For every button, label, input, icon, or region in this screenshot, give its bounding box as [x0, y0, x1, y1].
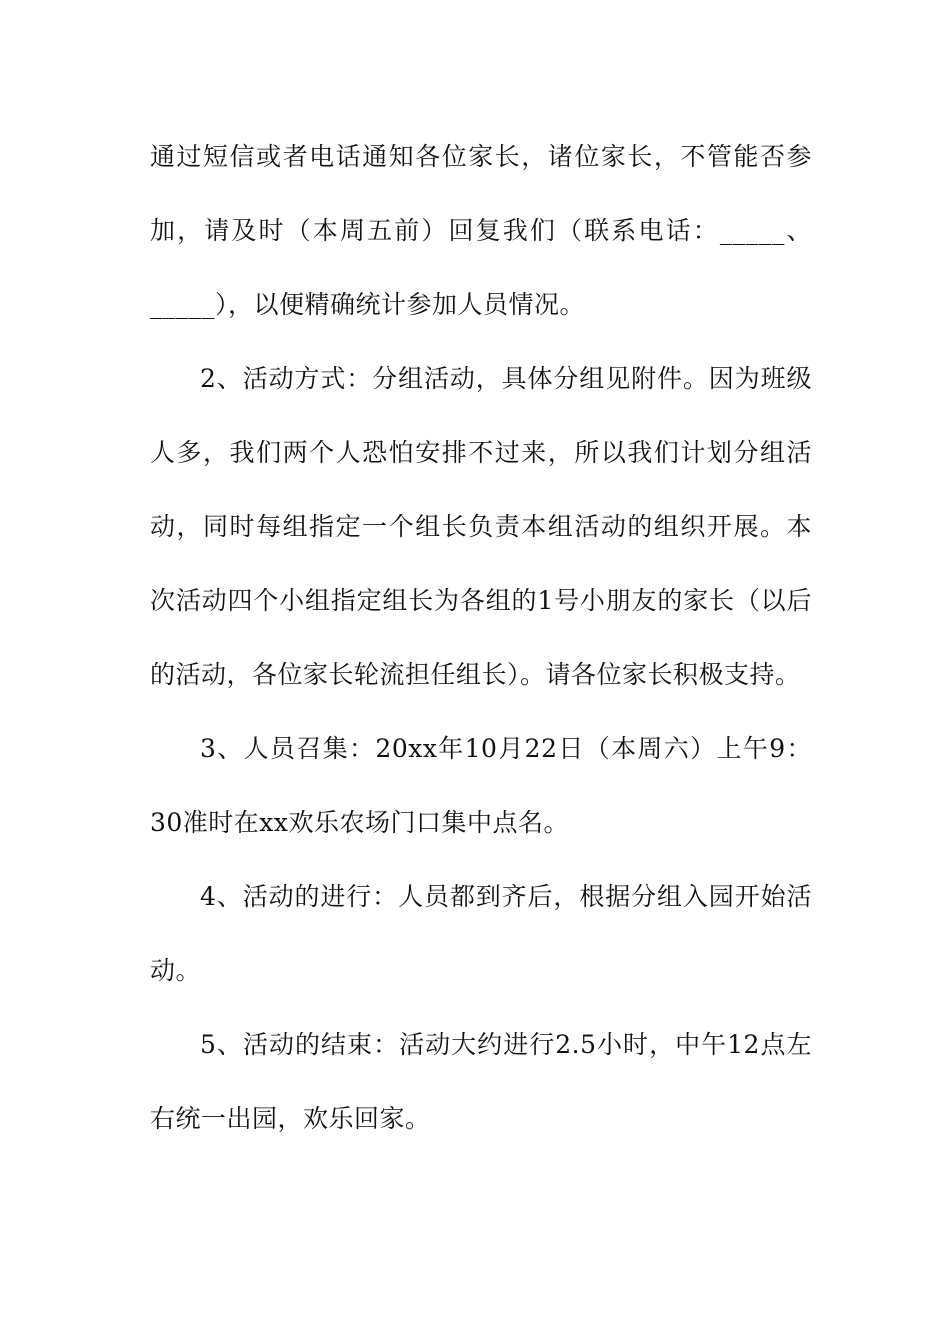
paragraph-activity-progress: 4、活动的进行：人员都到齐后，根据分组入园开始活动。 [150, 882, 812, 985]
paragraph-activity-end: 5、活动的结束：活动大约进行2.5小时，中午12点左右统一出园，欢乐回家。 [150, 1030, 812, 1133]
paragraph-assembly: 3、人员召集：20xx年10月22日（本周六）上午9：30准时在xx欢乐农场门口集中点名。 [150, 734, 812, 837]
document-body [150, 120, 812, 1156]
paragraph-activity-method: 2、活动方式：分组活动，具体分组见附件。因为班级人多，我们两个人恐怕安排不过来，所以我们计划分组活动，同时每组指定一个组长负责本组活动的组织开展。本次活动四个小组指定组长为各组的1号小朋友的家长（以后的活动，各位家长轮流担任组长）。请各位家长积极支持。 [150, 364, 812, 689]
paragraph-notice: 通过短信或者电话通知各位家长，诸位家长，不管能否参加，请及时（本周五前）回复我们（联系电话：_____、_____），以便精确统计参加人员情况。 [150, 142, 812, 319]
